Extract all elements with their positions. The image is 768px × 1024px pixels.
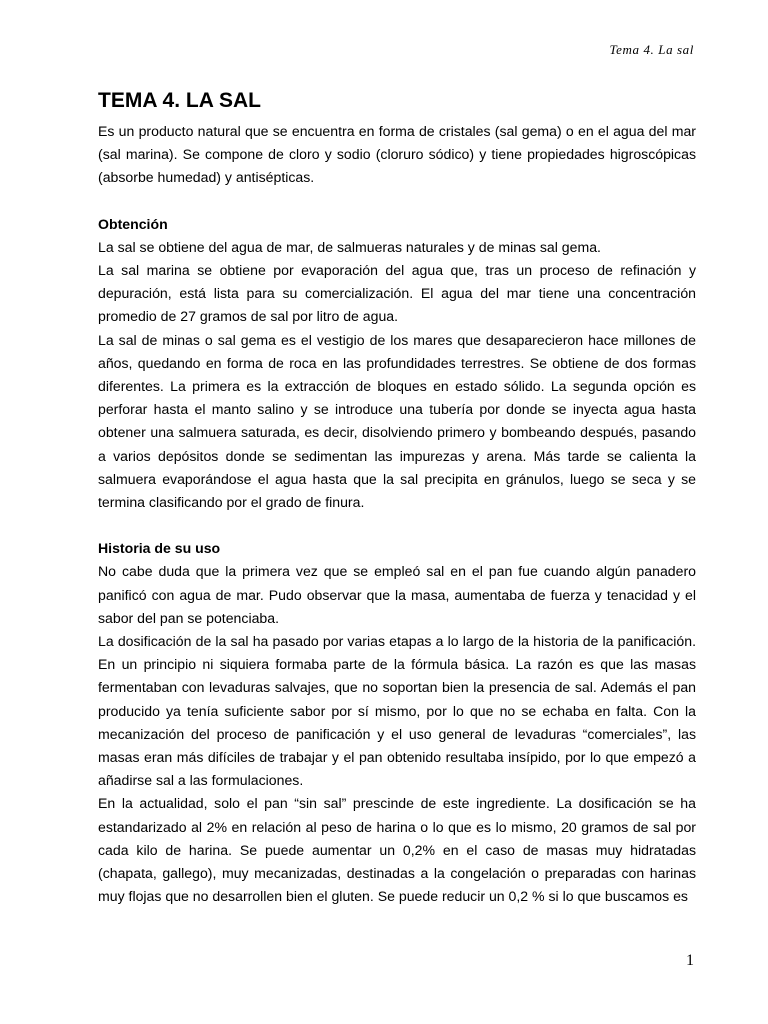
section-heading-historia: Historia de su uso (98, 540, 221, 557)
page-number: 1 (686, 952, 694, 969)
document-body (98, 88, 696, 909)
historia-paragraph-3: En la actualidad, solo el pan “sin sal” prescinde de este ingrediente. La dosificación se ha estandarizado al 2% en relación al peso de harina o lo que es lo mismo, 20 gramos de sal por cada kilo de harina. Se puede aumentar un 0,2% en el caso de masas muy hidratadas (chapata, gallego), muy mecanizadas, destinadas a la congelación o preparadas con harinas muy flojas que no desarrollen bien el gluten. Se puede reducir un 0,2 % si lo que buscamos es (98, 795, 696, 905)
historia-paragraph-1: No cabe duda que la primera vez que se empleó sal en el pan fue cuando algún panadero panificó con agua de mar. Pudo observar que la masa, aumentaba de fuerza y tenacidad y el sabor del pan se potenciaba. (98, 563, 696, 626)
running-header: Tema 4. La sal (609, 42, 694, 57)
historia-paragraph-2: La dosificación de la sal ha pasado por varias etapas a lo largo de la historia de la panificación. En un principio ni siquiera formaba parte de la fórmula básica. La razón es que las masas fermentaban con levaduras salvajes, que no soportan bien la presencia de sal. Además el pan producido ya tenía suficiente sabor por sí mismo, por lo que no se echaba en falta. Con la mecanización del proceso de panificación y el uso general de levaduras “comerciales”, las masas eran más difíciles de trabajar y el pan obtenido resultaba insípido, por lo que empezó a añadirse sal a las formulaciones. (98, 633, 696, 789)
obtencion-paragraph-3: La sal de minas o sal gema es el vestigio de los mares que desaparecieron hace millones de años, quedando en forma de roca en las profundidades terrestres. Se obtiene de dos formas diferentes. La primera es la extracción de bloques en estado sólido. La segunda opción es perforar hasta el manto salino y se introduce una tubería por donde se inyecta agua hasta obtener una salmuera saturada, es decir, disolviendo primero y bombeando después, pasando a varios depósitos donde se sedimentan las impurezas y arena. Más tarde se calienta la salmuera evaporándose el agua hasta que la sal precipita en gránulos, luego se seca y se termina clasificando por el grado de finura. (98, 331, 696, 511)
document-title: TEMA 4. LA SAL (98, 89, 261, 112)
section-heading-obtencion: Obtención (98, 215, 168, 232)
obtencion-paragraph-2: La sal marina se obtiene por evaporación del agua que, tras un proceso de refinación y depuración, está lista para su comercialización. El agua del mar tiene una concentración promedio de 27 gramos de sal por litro de agua. (98, 262, 696, 325)
intro-paragraph: Es un producto natural que se encuentra en forma de cristales (sal gema) o en el agua del mar (sal marina). Se compone de cloro y sodio (cloruro sódico) y tiene propiedades higroscópicas (absorbe humedad) y antisépticas. (98, 123, 696, 186)
obtencion-paragraph-1: La sal se obtiene del agua de mar, de salmueras naturales y de minas sal gema. (98, 238, 601, 255)
